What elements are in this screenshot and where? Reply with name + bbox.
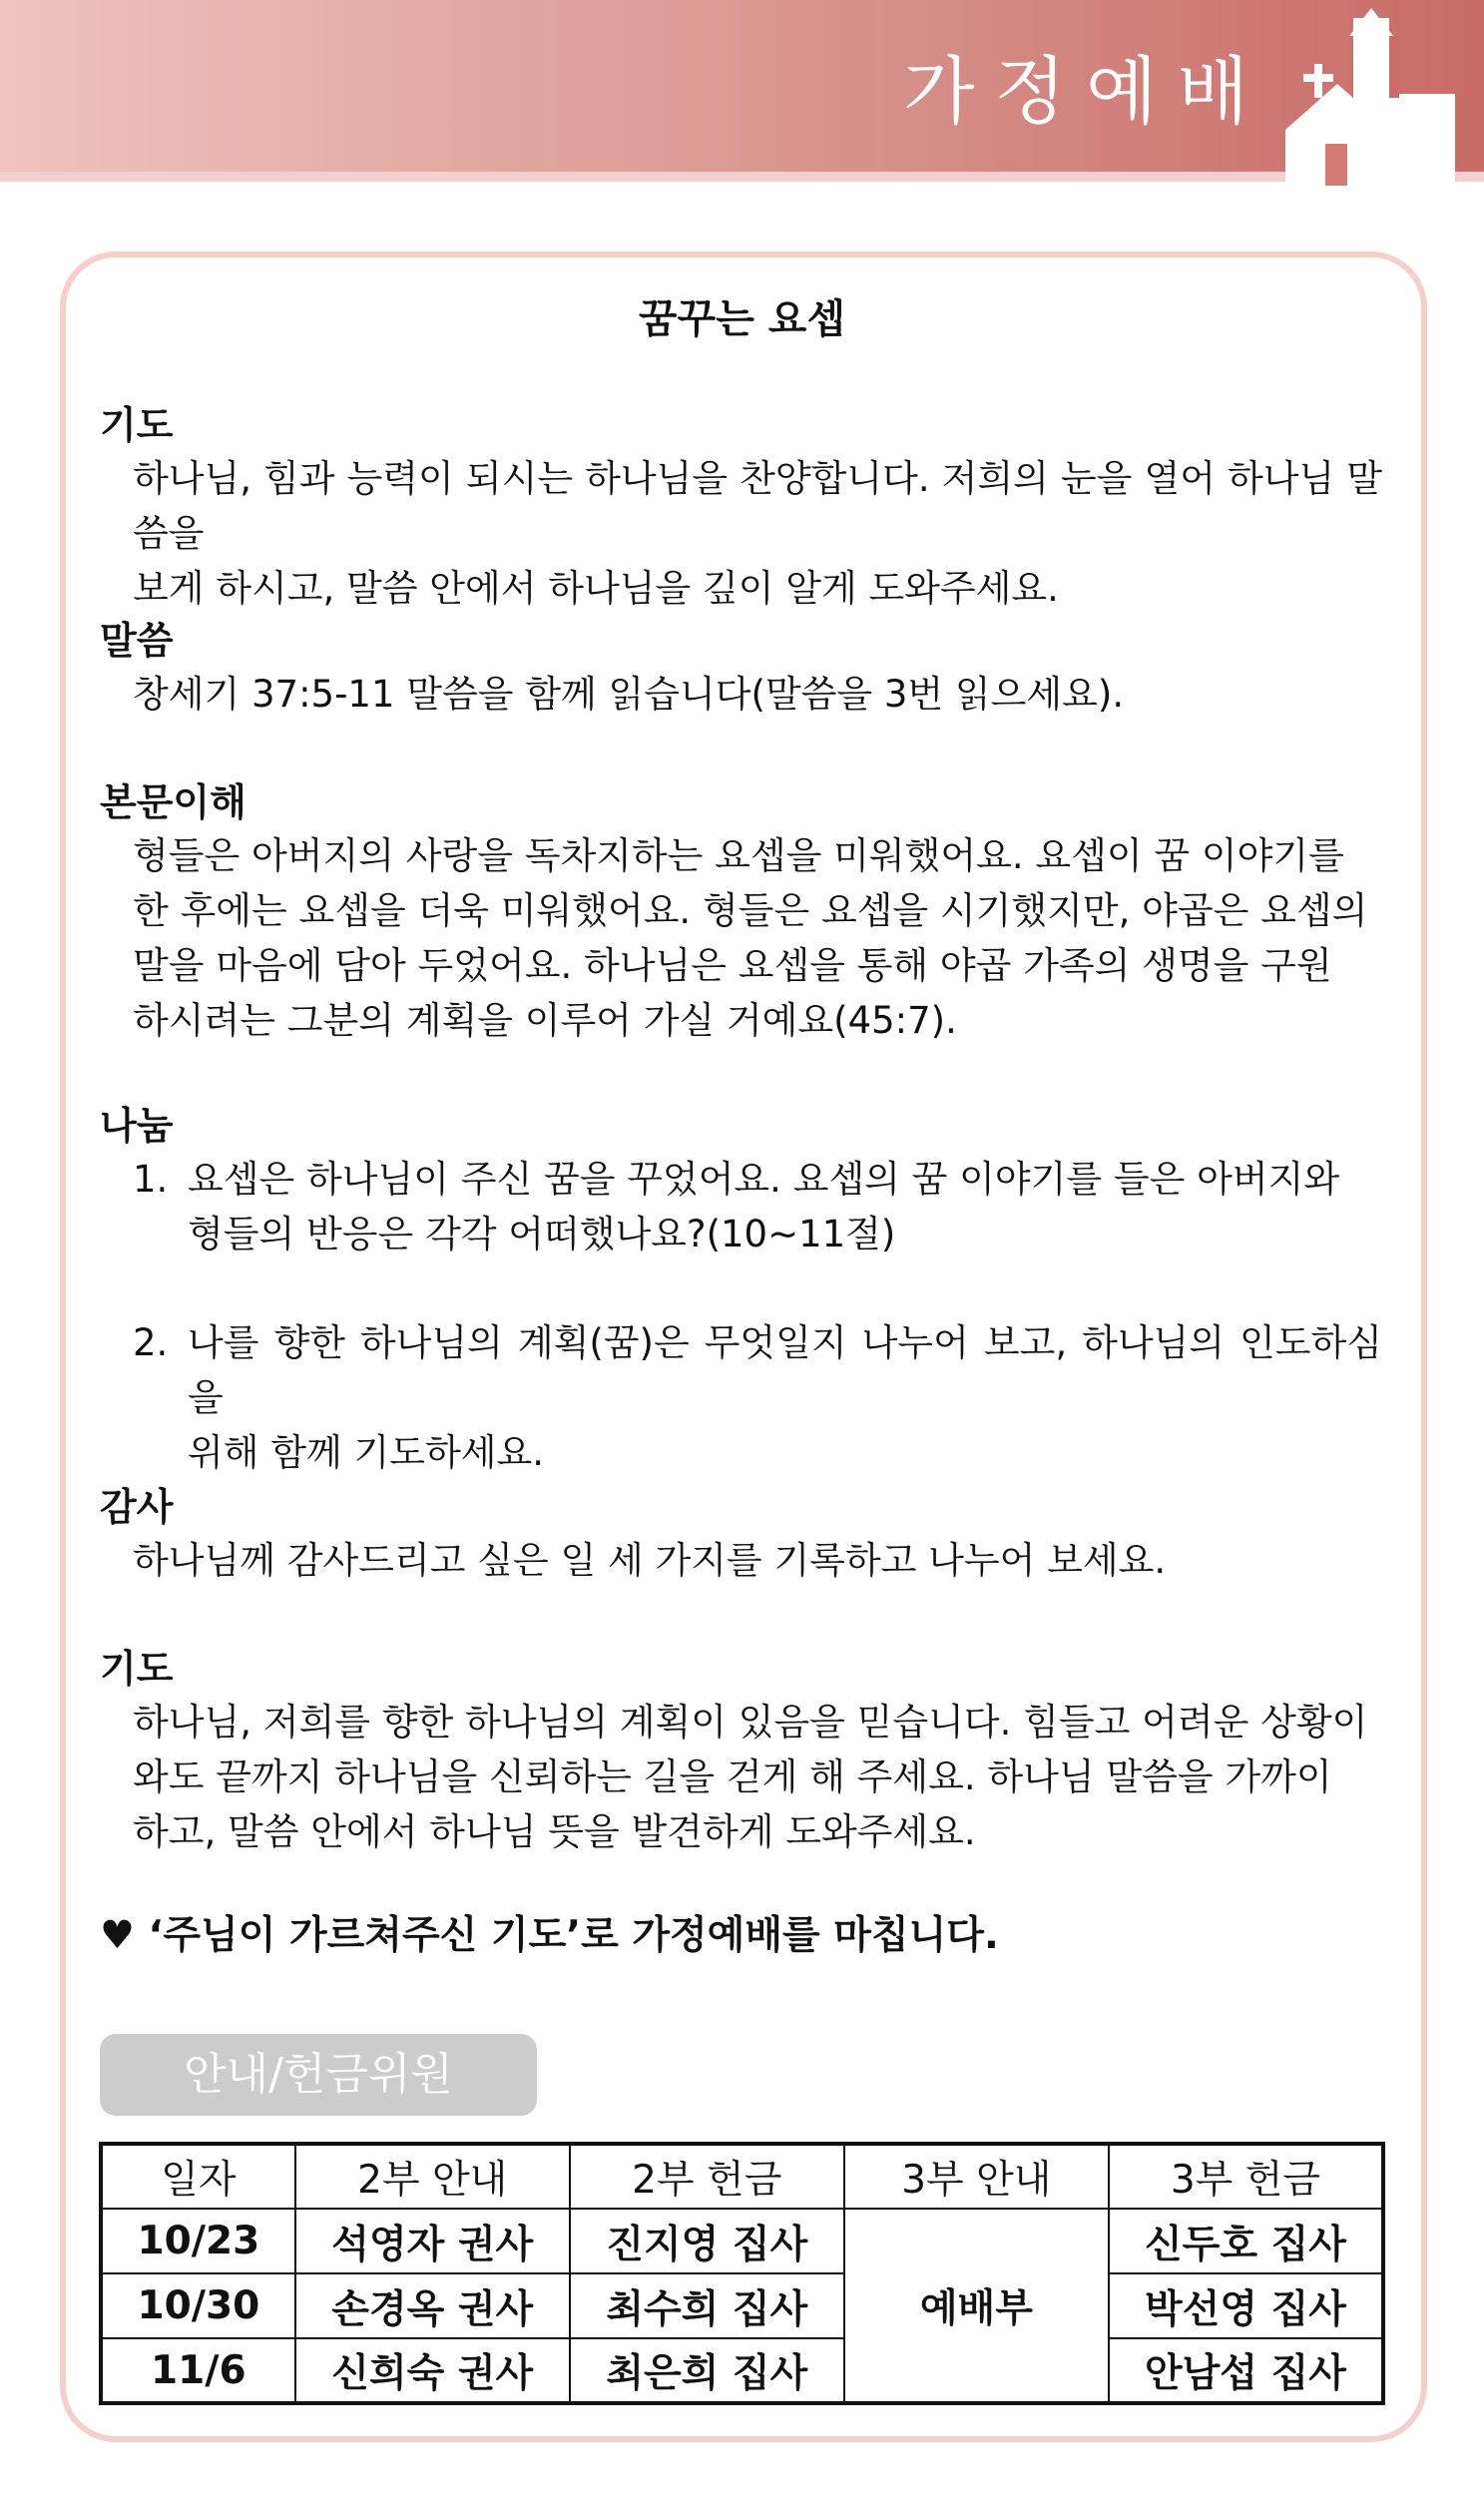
date-cell: 10/30 — [101, 2273, 295, 2338]
prayer-closing-text — [133, 1695, 1382, 1859]
table-cell: 신두호 집사 — [1109, 2209, 1383, 2273]
scripture-text — [133, 667, 1382, 722]
thanks-text — [133, 1533, 1382, 1588]
text-line: 하나님, 힘과 능력이 되시는 하나님을 찬양합니다. 저희의 눈을 열어 하나님 말씀을 — [133, 457, 1382, 555]
header-underline — [0, 172, 1484, 182]
header-title: 가정예배 — [903, 49, 1268, 135]
text-line: 위해 함께 기도하세요. — [188, 1431, 544, 1474]
section-heading-thanks: 감사 — [100, 1485, 174, 1529]
prayer-opening-text — [133, 451, 1382, 616]
text-line: 하나님, 저희를 향한 하나님의 계획이 있음을 믿습니다. 힘들고 어려운 상황이 — [133, 1701, 1368, 1744]
date-cell: 10/23 — [101, 2209, 295, 2273]
text-line: 나를 향한 하나님의 계획(꿈)은 무엇일지 나누어 보고, 하나님의 인도하심을 — [188, 1321, 1382, 1419]
merged-guide-cell: 예배부 — [844, 2209, 1109, 2403]
table-header-row — [101, 2144, 1383, 2209]
table-cell: 박선영 집사 — [1109, 2273, 1383, 2338]
text-line: 하시려는 그분의 계획을 이루어 가실 거예요(45:7). — [133, 999, 957, 1042]
header-cell: 일자 — [101, 2144, 295, 2209]
understanding-text — [133, 828, 1382, 1048]
text-line: 형들의 반응은 각각 어떠했나요?(10~11절) — [188, 1213, 896, 1255]
table-cell: 석영자 권사 — [295, 2209, 570, 2273]
church-icon — [1267, 8, 1467, 188]
header-cell: 2부 헌금 — [570, 2144, 844, 2209]
table-cell: 최은희 집사 — [570, 2338, 844, 2403]
sharing-item-2 — [133, 1315, 1382, 1480]
table-cell: 최수희 집사 — [570, 2273, 844, 2338]
section-heading-word: 말씀 — [100, 619, 174, 663]
text-line: 보게 하시고, 말씀 안에서 하나님을 깊이 알게 도와주세요. — [133, 567, 1059, 610]
text-line: 하고, 말씀 안에서 하나님 뜻을 발견하게 도와주세요. — [133, 1810, 976, 1853]
table-cell: 안남섭 집사 — [1109, 2338, 1383, 2403]
table-cell: 손경옥 권사 — [295, 2273, 570, 2338]
text-line: 형들은 아버지의 사랑을 독차지하는 요셉을 미워했어요. 요셉이 꿈 이야기를 — [133, 834, 1344, 877]
section-heading-sharing: 나눔 — [100, 1104, 174, 1148]
text-line: 한 후에는 요셉을 더욱 미워했어요. 형들은 요셉을 시기했지만, 야곱은 요셉의 — [133, 889, 1368, 932]
document-title: 꿈꾸는 요셉 — [638, 296, 846, 342]
sharing-item-1 — [133, 1152, 1382, 1261]
item-number: 1. — [133, 1158, 169, 1201]
text-line: 와도 끝까지 하나님을 신뢰하는 길을 걷게 해 주세요. 하나님 말씀을 가까이 — [133, 1755, 1332, 1798]
table-row — [101, 2209, 1383, 2273]
text-line: 창세기 37:5-11 말씀을 함께 읽습니다(말씀을 3번 읽으세요). — [133, 673, 1125, 716]
header-cell: 3부 헌금 — [1109, 2144, 1383, 2209]
section-heading-prayer-closing: 기도 — [100, 1647, 174, 1691]
header-cell: 3부 안내 — [844, 2144, 1109, 2209]
section-heading-understanding: 본문이해 — [100, 780, 247, 824]
section-heading-prayer: 기도 — [100, 403, 174, 447]
table-cell: 진지영 집사 — [570, 2209, 844, 2273]
text-line: 요셉은 하나님이 주신 꿈을 꾸었어요. 요셉의 꿈 이야기를 들은 아버지와 — [188, 1158, 1340, 1201]
text-line: 하나님께 감사드리고 싶은 일 세 가지를 기록하고 나누어 보세요. — [133, 1539, 1167, 1582]
date-cell: 11/6 — [101, 2338, 295, 2403]
table-cell: 신희숙 권사 — [295, 2338, 570, 2403]
table-row — [101, 2273, 1383, 2338]
table-row — [101, 2338, 1383, 2403]
item-number: 2. — [133, 1321, 169, 1364]
header-cell: 2부 안내 — [295, 2144, 570, 2209]
roster-table — [99, 2142, 1385, 2405]
roster-tag: 안내/헌금위원 — [100, 2034, 537, 2116]
text-line: 말을 마음에 담아 두었어요. 하나님은 요셉을 통해 야곱 가족의 생명을 구원 — [133, 944, 1332, 987]
closing-note: ♥ ‘주님이 가르쳐주신 기도’로 가정예배를 마칩니다. — [100, 1913, 999, 1958]
